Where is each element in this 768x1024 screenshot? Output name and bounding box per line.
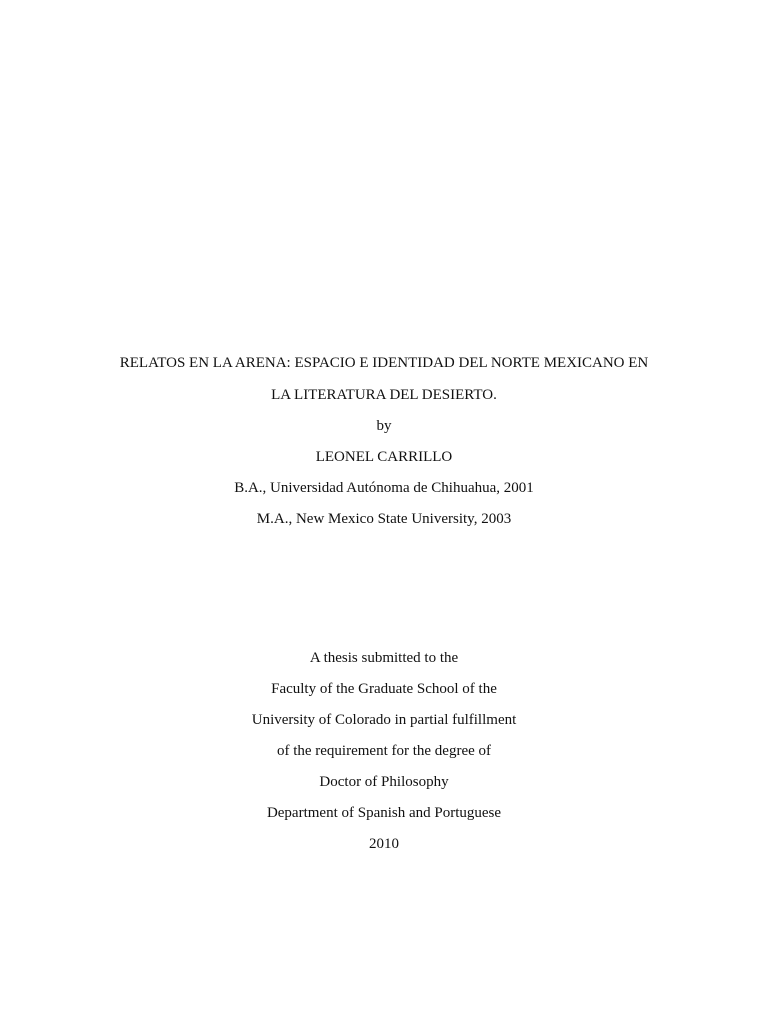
author-name: LEONEL CARRILLO	[315, 449, 453, 465]
degree-name: Doctor of Philosophy	[319, 774, 449, 790]
submission-line-1: A thesis submitted to the	[309, 650, 459, 666]
degree-ba: B.A., Universidad Autónoma de Chihuahua, 2001	[234, 480, 534, 496]
thesis-title-line-1: RELATOS EN LA ARENA: ESPACIO E IDENTIDAD DEL NORTE MEXICANO EN	[119, 355, 649, 371]
submission-year: 2010	[369, 836, 399, 852]
degree-ma: M.A., New Mexico State University, 2003	[256, 511, 512, 527]
submission-line-3: University of Colorado in partial fulfillment	[251, 712, 517, 728]
submission-line-2: Faculty of the Graduate School of the	[271, 681, 497, 697]
by-label: by	[376, 418, 392, 434]
submission-line-4: of the requirement for the degree of	[276, 743, 492, 759]
department-name: Department of Spanish and Portuguese	[266, 805, 502, 821]
thesis-title-line-2: LA LITERATURA DEL DESIERTO.	[271, 387, 497, 403]
